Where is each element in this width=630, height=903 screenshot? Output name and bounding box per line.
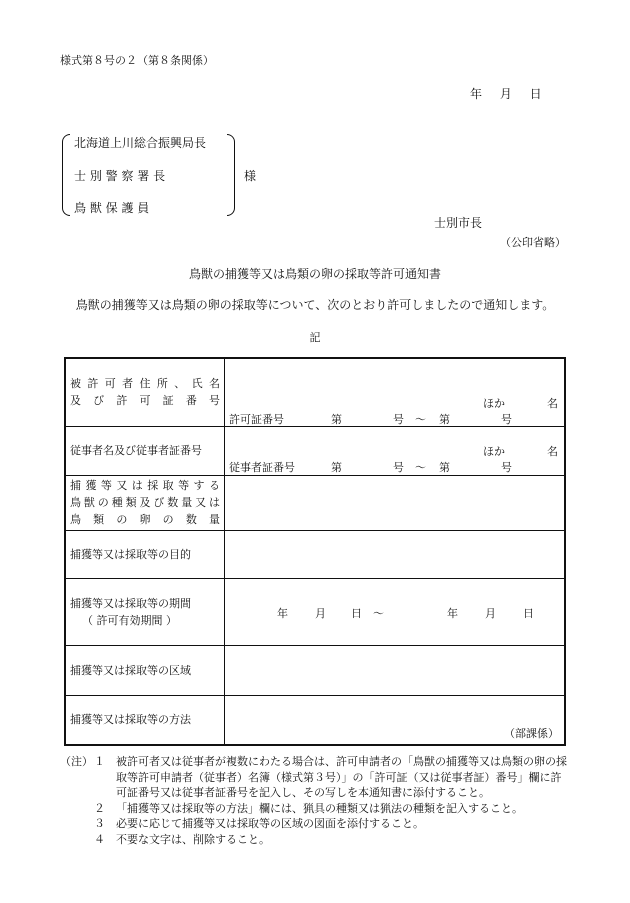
row3-label-line2: 鳥獣の種類及び数量又は xyxy=(70,496,220,509)
row5-label xyxy=(65,578,225,645)
row3-value[interactable] xyxy=(225,475,566,530)
row7-label xyxy=(65,695,225,745)
note-text-4: 不要な文字は、削除すること。 xyxy=(116,832,270,846)
note-item-1 xyxy=(60,754,570,801)
row1-hoka: ほか xyxy=(483,397,505,410)
row1-label xyxy=(65,358,225,426)
permit-table xyxy=(64,357,566,746)
document-title: 鳥獣の捕獲等又は鳥類の卵の採取等許可通知書 xyxy=(188,267,441,281)
notes-lead: （注） xyxy=(60,755,93,768)
row2-label xyxy=(65,426,225,475)
row4-label-text: 捕獲等又は採取等の目的 xyxy=(70,547,191,561)
row7-label-text: 捕獲等又は採取等の方法 xyxy=(70,713,191,727)
row2-dai1: 第 xyxy=(331,460,342,474)
row1-label-line1: 被許可者住所、氏名 xyxy=(70,377,220,391)
row2-label-text: 従事者名及び従事者証番号 xyxy=(70,444,202,457)
addressee-3: 鳥 獣 保 護 員 xyxy=(74,201,150,215)
addressee-block xyxy=(60,128,260,216)
row3-label-line3: 鳥類の卵の数量 xyxy=(70,513,220,526)
row5-year1: 年 xyxy=(277,606,288,620)
row1-value[interactable] xyxy=(225,358,566,426)
row1-tilde: ～ xyxy=(415,413,426,426)
row1-label-line2: 及び許可証番号 xyxy=(70,394,220,408)
note-item-4 xyxy=(60,832,570,848)
row1-dai1: 第 xyxy=(331,413,342,426)
row5-month1: 月 xyxy=(315,606,326,620)
row3-label xyxy=(65,475,225,530)
row4-value[interactable] xyxy=(225,530,566,578)
note-text-3: 必要に応じて捕獲等又は採取等の区域の図面を添付すること。 xyxy=(116,817,424,830)
note-number-2: ２ xyxy=(94,801,105,815)
row5-day2: 日 xyxy=(523,606,534,620)
dept-note: （部課係） xyxy=(504,727,559,740)
note-item-2 xyxy=(60,801,570,817)
row2-tilde: ～ xyxy=(415,460,426,474)
note-text-1: 被許可者又は従事者が複数にわたる場合は、許可申請者の「鳥獣の捕獲等又は鳥類の卵の採取等許可申請者（従事者）名簿（様式第３号）」の「許可証（又は従事者証）番号」欄に許可証番号又は従事者証番号を記入し、その写しを本通知書に添付すること。 xyxy=(116,755,567,799)
row5-month2: 月 xyxy=(485,606,496,620)
note-item-3 xyxy=(60,816,570,832)
row1-dai2: 第 xyxy=(439,413,450,426)
row3-label-line1: 捕獲等又は採取等する xyxy=(70,479,220,492)
note-text-2: 「捕獲等又は採取等の方法」欄には、猟具の種類又は猟法の種類を記入すること。 xyxy=(116,801,523,815)
table-row xyxy=(65,578,565,645)
row2-dai2: 第 xyxy=(439,460,450,474)
row1-cert-label: 許可証番号 xyxy=(229,413,284,426)
seal-note: （公印省略） xyxy=(500,236,566,249)
row1-mei: 名 xyxy=(547,397,558,410)
row2-value[interactable] xyxy=(225,426,566,475)
table-row xyxy=(65,530,565,578)
row2-hoka: ほか xyxy=(483,444,505,458)
table-row xyxy=(65,426,565,475)
row1-go1: 号 xyxy=(393,413,404,426)
intro-text: 鳥獣の捕獲等又は鳥類の卵の採取等について、次のとおり許可しましたので通知します。 xyxy=(75,298,555,312)
note-number-1: １ xyxy=(94,755,105,768)
row5-value[interactable] xyxy=(225,578,566,645)
row6-label-text: 捕獲等又は採取等の区域 xyxy=(70,663,191,677)
addressee-2: 士 別 警 察 署 長 xyxy=(74,169,166,183)
row1-go2: 号 xyxy=(501,413,512,426)
honorific: 様 xyxy=(244,169,257,183)
row2-go1: 号 xyxy=(393,460,404,474)
row2-cert-label: 従事者証番号 xyxy=(229,460,295,474)
note-number-4: ４ xyxy=(94,832,105,846)
row2-mei: 名 xyxy=(547,444,558,458)
row6-label xyxy=(65,645,225,695)
table-row xyxy=(65,358,565,426)
table-row xyxy=(65,645,565,695)
row2-go2: 号 xyxy=(501,460,512,474)
ki-marker: 記 xyxy=(309,331,321,344)
date-line: 年 月 日 xyxy=(470,87,542,101)
row5-year2: 年 xyxy=(447,606,458,620)
row5-label-line2: （ 許可有効期間 ） xyxy=(82,613,177,627)
row4-label xyxy=(65,530,225,578)
row5-day1: 日 xyxy=(351,606,362,620)
note-number-3: ３ xyxy=(94,817,105,830)
table-row xyxy=(65,475,565,530)
right-bracket xyxy=(227,134,235,216)
row6-value[interactable] xyxy=(225,645,566,695)
notes-section xyxy=(60,754,570,847)
addressee-1: 北海道上川総合振興局長 xyxy=(74,136,207,150)
left-bracket xyxy=(62,134,70,216)
form-number: 様式第８号の２（第８条関係） xyxy=(60,54,214,67)
issuer: 士別市長 xyxy=(434,216,483,230)
row5-label-line1: 捕獲等又は採取等の期間 xyxy=(70,596,191,610)
row5-tilde: ～ xyxy=(373,606,384,620)
table-row xyxy=(65,695,565,745)
